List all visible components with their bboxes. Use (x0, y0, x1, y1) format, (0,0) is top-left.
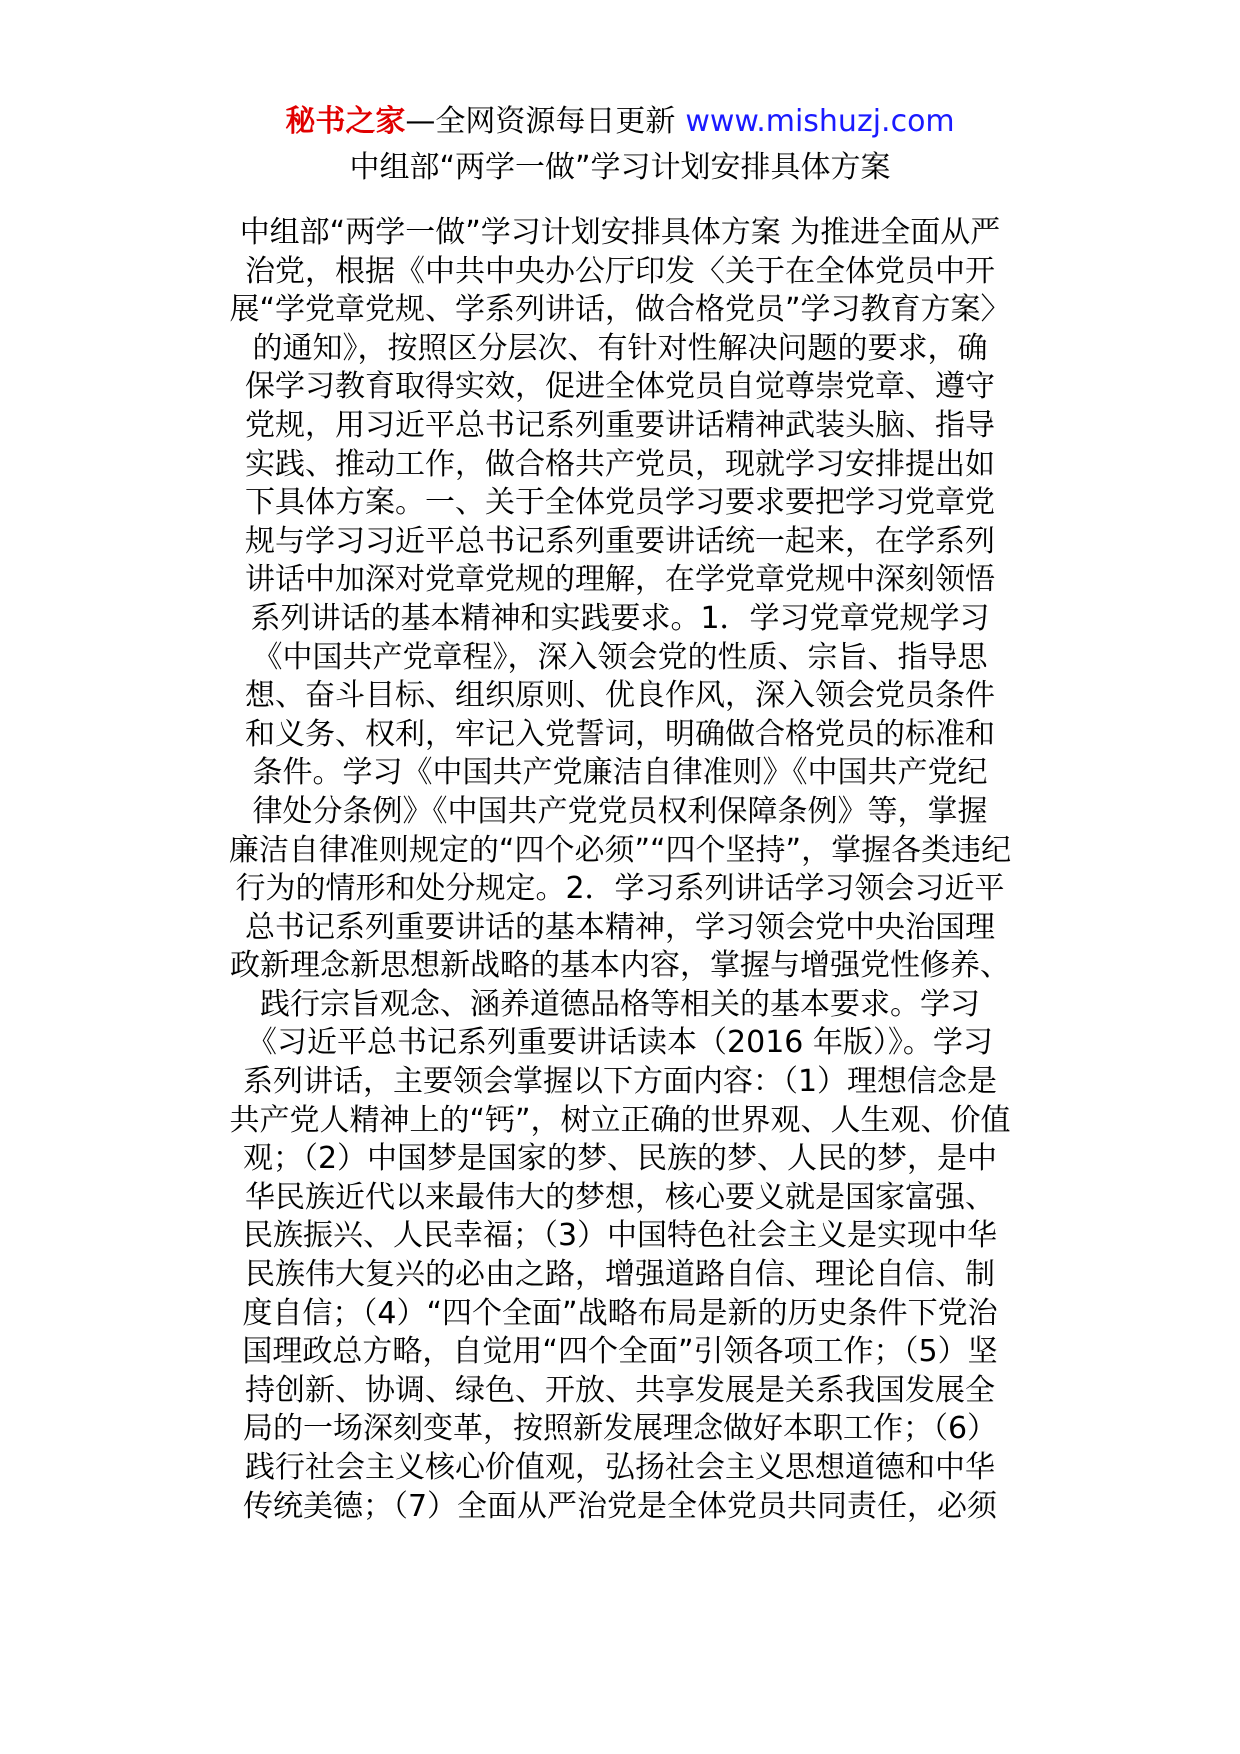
body-line: 《习近平总书记系列重要讲话读本（2016 年版）》。学习 (247, 1025, 993, 1061)
body-line: 度自信；（4）“四个全面”战略布局是新的历史条件下党治 (242, 1295, 998, 1331)
body-line: 系列讲话，主要领会掌握以下方面内容：（1）理想信念是 (242, 1064, 998, 1100)
body-line: 行为的情形和处分规定。2．学习系列讲话学习领会习近平 (235, 871, 1005, 907)
body-line: 政新理念新思想新战略的基本内容，掌握与增强党性修养、 (230, 948, 1010, 984)
body-line: 持创新、协调、绿色、开放、共享发展是关系我国发展全 (245, 1372, 995, 1408)
body-line: 传统美德；（7）全面从严治党是全体党员共同责任，必须 (242, 1488, 998, 1524)
body-line: 局的一场深刻变革，按照新发展理念做好本职工作；（6） (242, 1411, 998, 1447)
site-tagline: —全网资源每日更新 (405, 104, 676, 139)
body-line: 治党，根据《中共中央办公厅印发〈关于在全体党员中开 (245, 253, 995, 289)
body-line: 民族伟大复兴的必由之路，增强道路自信、理论自信、制 (245, 1257, 995, 1293)
body-line: 总书记系列重要讲话的基本精神，学习领会党中央治国理 (245, 909, 995, 945)
body-line: 国理政总方略，自觉用“四个全面”引领各项工作；（5）坚 (242, 1334, 998, 1370)
body-line: 律处分条例》《中国共产党党员权利保障条例》等，掌握 (252, 793, 988, 829)
body-line: 实践、推动工作，做合格共产党员，现就学习安排提出如 (245, 446, 995, 482)
body-line: 华民族近代以来最伟大的梦想，核心要义就是国家富强、 (245, 1179, 995, 1215)
site-url-link[interactable]: www.mishuzj.com (685, 104, 955, 139)
body-line: 《中国共产党章程》，深入领会党的性质、宗旨、指导思 (252, 639, 988, 675)
body-line: 讲话中加深对党章党规的理解，在学党章党规中深刻领悟 (245, 562, 995, 598)
body-line: 和义务、权利，牢记入党誓词，明确做合格党员的标准和 (245, 716, 995, 752)
body-line: 保学习教育取得实效，促进全体党员自觉尊崇党章、遵守 (245, 369, 995, 405)
body-line: 想、奋斗目标、组织原则、优良作风，深入领会党员条件 (245, 678, 995, 714)
body-line: 系列讲话的基本精神和实践要求。1．学习党章党规学习 (250, 600, 990, 636)
document-title: 中组部“两学一做”学习计划安排具体方案 (349, 150, 891, 185)
site-brand: 秘书之家 (285, 104, 406, 139)
body-line: 民族振兴、人民幸福；（3）中国特色社会主义是实现中华 (242, 1218, 998, 1254)
body-line: 廉洁自律准则规定的“四个必须”“四个坚持”，掌握各类违纪 (228, 832, 1012, 868)
body-line: 观；（2）中国梦是国家的梦、民族的梦、人民的梦，是中 (242, 1141, 998, 1177)
body-line: 条件。学习《中国共产党廉洁自律准则》《中国共产党纪 (252, 755, 988, 791)
body-line: 下具体方案。一、关于全体党员学习要求要把学习党章党 (245, 485, 995, 521)
document-body (195, 214, 1045, 1526)
body-line: 规与学习习近平总书记系列重要讲话统一起来，在学系列 (245, 523, 995, 559)
body-line: 中组部“两学一做”学习计划安排具体方案 为推进全面从严 (239, 215, 1001, 250)
body-line: 党规，用习近平总书记系列重要讲话精神武装头脑、指导 (245, 407, 995, 443)
body-line: 践行宗旨观念、涵养道德品格等相关的基本要求。学习 (260, 986, 980, 1022)
body-line: 践行社会主义核心价值观，弘扬社会主义思想道德和中华 (245, 1450, 995, 1485)
body-line: 的通知》，按照区分层次、有针对性解决问题的要求，确 (252, 330, 988, 366)
body-line: 展“学党章党规、学系列讲话，做合格党员”学习教育方案〉 (229, 292, 1011, 328)
site-header (0, 100, 1240, 144)
body-line: 共产党人精神上的“钙”，树立正确的世界观、人生观、价值 (229, 1102, 1011, 1138)
